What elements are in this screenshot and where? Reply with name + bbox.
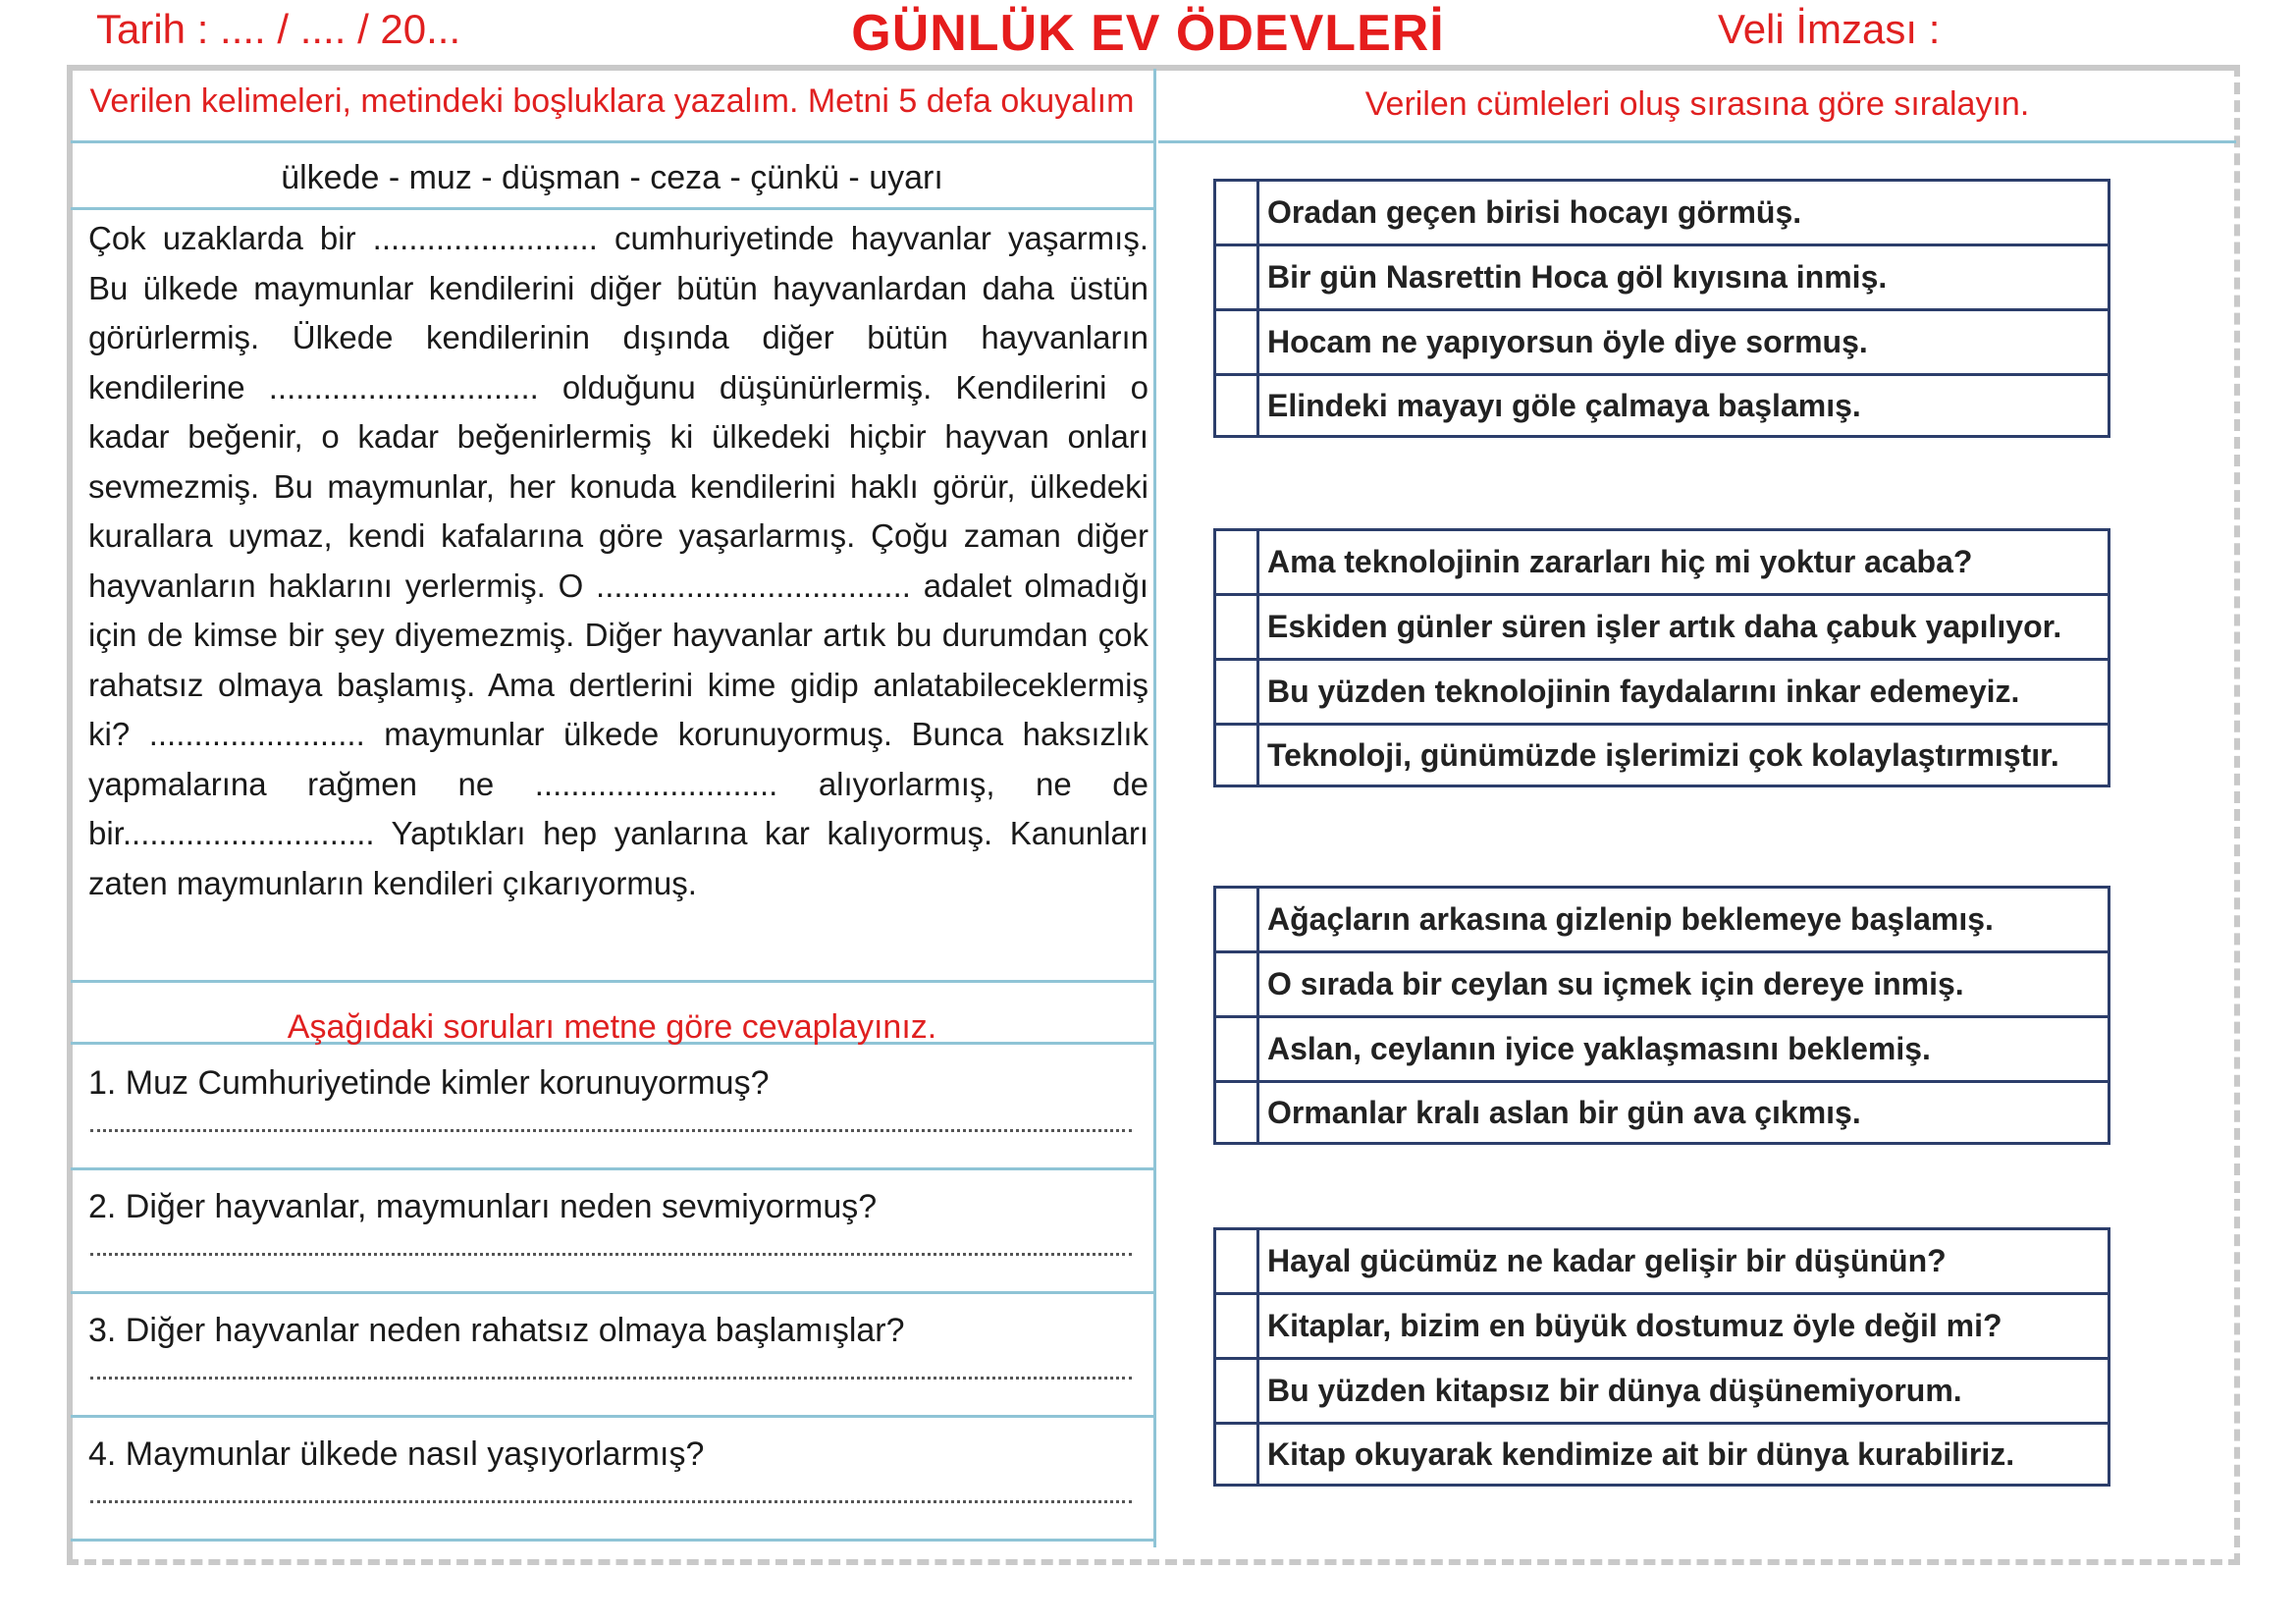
sentence-text: Bu yüzden teknolojinin faydalarını inkar edemeyiz. [1267,674,2020,709]
sentence-text: Elindeki mayayı göle çalmaya başlamış. [1267,387,1861,423]
order-box[interactable] [1216,1425,1259,1484]
word-bank: ülkede - muz - düşman - ceza - çünkü - uyarı [71,145,1153,210]
order-box[interactable] [1216,1230,1259,1292]
order-box[interactable] [1216,661,1259,723]
sentence-text: Teknoloji, günümüzde işlerimizi çok kolaylaştırmıştır. [1267,736,2059,773]
order-box[interactable] [1216,376,1259,435]
answer-line[interactable] [90,1253,1132,1256]
reading-section [71,69,1156,1547]
sentence-text: Ağaçların arkasına gizlenip beklemeye başlamış. [1267,901,1994,937]
sentence-text: Kitap okuyarak kendimize ait bir dünya kurabiliriz. [1267,1435,2015,1472]
parent-signature-label: Veli İmzası : [1718,6,1941,52]
order-box[interactable] [1216,953,1259,1015]
question-4[interactable] [71,1418,1153,1542]
sentence-text: Ama teknolojinin zararları hiç mi yoktur acaba? [1267,544,1973,579]
sentence-row[interactable] [1213,1357,2110,1422]
questions-instruction: Aşağıdaki soruları metne göre cevaplayınız. [71,980,1153,1045]
sentence-text: Bu yüzden kitapsız bir dünya düşünemiyorum. [1267,1373,1962,1408]
sentence-row[interactable] [1213,723,2110,787]
answer-line[interactable] [90,1500,1132,1503]
sentence-row[interactable] [1213,244,2110,308]
sentence-text: O sırada bir ceylan su içmek için dereye inmiş. [1267,966,1964,1001]
order-box[interactable] [1216,1083,1259,1142]
sentence-text: Bir gün Nasrettin Hoca göl kıyısına inmiş. [1267,259,1888,295]
sentence-row[interactable] [1213,886,2110,950]
sentence-row[interactable] [1213,593,2110,658]
sentence-text: Hocam ne yapıyorsun öyle diye sormuş. [1267,324,1868,359]
ordering-instruction: Verilen cümleleri oluş sırasına göre sıralayın. [1158,69,2236,143]
question-text: 2. Diğer hayvanlar, maymunları neden sevmiyormuş? [88,1188,878,1225]
sentence-text: Ormanlar kralı aslan bir gün ava çıkmış. [1267,1094,1861,1130]
question-2[interactable] [71,1170,1153,1294]
sentence-row[interactable] [1213,1080,2110,1145]
answer-line[interactable] [90,1129,1132,1132]
sentence-row[interactable] [1213,528,2110,593]
sentence-row[interactable] [1213,1227,2110,1292]
sentence-text: Hayal gücümüz ne kadar gelişir bir düşünün? [1267,1243,1947,1278]
sentence-row[interactable] [1213,1015,2110,1080]
sentence-text: Kitaplar, bizim en büyük dostumuz öyle değil mi? [1267,1308,2002,1343]
page-title: GÜNLÜK EV ÖDEVLERİ [851,5,1445,62]
sentence-row[interactable] [1213,658,2110,723]
order-box[interactable] [1216,182,1259,244]
date-label: Tarih : .... / .... / 20... [96,6,461,52]
question-text: 4. Maymunlar ülkede nasıl yaşıyorlarmış? [88,1435,705,1473]
sentence-group-2 [1213,528,2110,787]
sentence-row[interactable] [1213,950,2110,1015]
order-box[interactable] [1216,596,1259,658]
sentence-group-1 [1213,179,2110,438]
question-text: 1. Muz Cumhuriyetinde kimler korunuyormuş? [88,1064,770,1102]
question-text: 3. Diğer hayvanlar neden rahatsız olmaya başlamışlar? [88,1312,905,1349]
sentence-text: Eskiden günler süren işler artık daha çabuk yapılıyor. [1267,609,2062,644]
sentence-text: Oradan geçen birisi hocayı görmüş. [1267,194,1802,230]
question-3[interactable] [71,1294,1153,1418]
order-box[interactable] [1216,889,1259,950]
sentence-row[interactable] [1213,1292,2110,1357]
order-box[interactable] [1216,726,1259,785]
order-box[interactable] [1216,246,1259,308]
answer-line[interactable] [90,1377,1132,1380]
sentence-text: Aslan, ceylanın iyice yaklaşmasını beklemiş. [1267,1031,1931,1066]
story-paragraph: Çok uzaklarda bir ......................... cumhuriyetinde hayvanlar yaşarmış. Bu ülkede maymunlar kendilerini diğer bütün hayvanlardan daha üstün görürlermiş. Ülkede kendilerinin dışında diğer bütün hayvanların kendilerine .............................. olduğunu düşünürlermiş. Kendilerini o kadar beğenir, o kadar beğenirlermiş ki ülkedeki hiçbir hayvan onları sevmezmiş. Bu maymunlar, her konuda kendilerini haklı görür, ülkedeki kurallara uymaz, kendi kafalarına göre yaşarlarmış. Çoğu zaman diğer hayvanların haklarını yerlermiş. O ................................... adalet olmadığı için de kimse bir şey diyemezmiş. Diğer hayvanlar artık bu durumdan çok rahatsız olmaya başlamış. Ama dertlerini kime gidip anlatabileceklermiş ki? ........................ maymunlar ülkede korunuyormuş. Bunca haksızlık yapmalarına rağmen ne ........................... alıyorlarmış, ne de bir............................ Yaptıkları hep yanlarına kar kalıyormuş. Kanunları zaten maymunların kendileri çıkarıyormuş. [88,220,1148,901]
order-box[interactable] [1216,311,1259,373]
order-box[interactable] [1216,1360,1259,1422]
question-1[interactable] [71,1047,1153,1170]
sentence-row[interactable] [1213,308,2110,373]
sentence-row[interactable] [1213,1422,2110,1487]
story-text [88,214,1148,908]
order-box[interactable] [1216,531,1259,593]
sentence-group-4 [1213,1227,2110,1487]
order-box[interactable] [1216,1018,1259,1080]
sentence-group-3 [1213,886,2110,1145]
sentence-row[interactable] [1213,373,2110,438]
order-box[interactable] [1216,1295,1259,1357]
sentence-row[interactable] [1213,179,2110,244]
fill-instruction: Verilen kelimeleri, metindeki boşluklara yazalım. Metni 5 defa okuyalım [71,69,1153,143]
